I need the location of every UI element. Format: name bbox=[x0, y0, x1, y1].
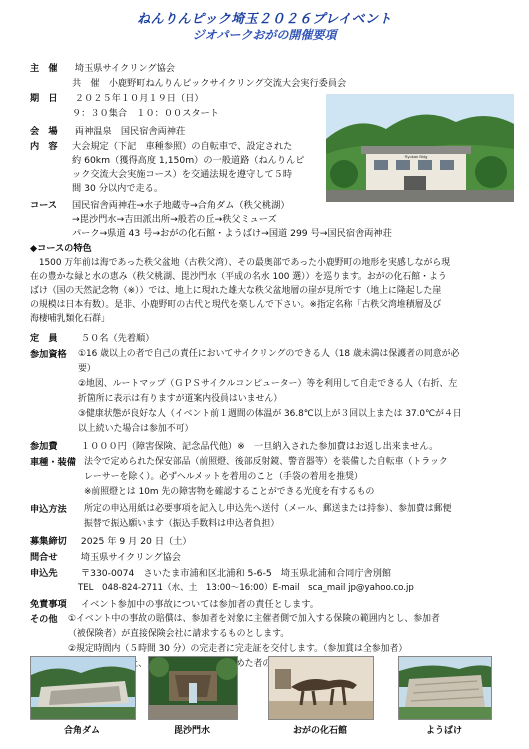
content-text: 大会規定（下記 車種参照）の自転車で、設定された 約 60km（獲得高度 1,150m）の一般道路（ねんりんピ ック交流大会実施コース）を交通法規を遵守して５時 間 30 分以内で走る。 bbox=[72, 141, 305, 194]
application-text: 所定の申込用紙は必要事項を記入し申込先へ送付（メール、郵送または持参）、参加費は郵便 振替で振込願います（振込手数料は申込者負担） bbox=[84, 504, 452, 529]
other-text: ①イベント中の事故の賠償は、参加者を対象に主催者側で加入する保険の範囲内とし、参加者 （被保険者）が直接保険会社に請求するものとします。 ②規定時間内（５時間 30 分）の完走者に完走証を交付します。（参加賞は全参加者） bbox=[68, 614, 440, 654]
apply-to-row: 申込先 〒330-0074 さいたま市浦和区北浦和 5-6-5 埼玉県北浦和合同庁舎別館 bbox=[30, 568, 392, 579]
dam-caption: 合角ダム bbox=[63, 726, 100, 736]
venue-photo bbox=[326, 94, 514, 202]
date-row bbox=[30, 91, 204, 106]
course-text: 国民宿舎両神荘→水子地蔵寺→合角ダム（秩父桃湖） →毘沙門水→吉田派出所→般若の丘→秩父ミューズ パーク→県道 43 号→おがの化石館・ようばけ→国道 299 号→国民宿舎両神荘 bbox=[72, 200, 392, 239]
water-caption: 毘沙門水 bbox=[173, 726, 210, 736]
yobake-caption: ようばけ bbox=[425, 726, 462, 736]
other-label-row: その他 bbox=[30, 614, 58, 625]
date-label: 期 日 bbox=[30, 93, 58, 104]
equipment-text: 法令で定められた保安部品（前照燈、後部反射鏡、警音器等）を装備した自転車（トラック レーサーを除く）。必ずヘルメットを着用のこと（手袋の着用を推奨） ※前照燈とは 10m 先の障害物を確認することができる光度を有するもの bbox=[84, 457, 448, 497]
page-subtitle: ジオパークおがの開催要項 bbox=[192, 28, 337, 42]
date-value: ２０２５年１０月１９日（日） bbox=[74, 93, 204, 104]
disclaimer-row: 免責事項 イベント参加中の事故については参加者の責任とします。 bbox=[30, 599, 319, 610]
fossil-caption: おがの化石館 bbox=[292, 726, 347, 736]
host-value: 埼玉県サイクリング協会 bbox=[74, 63, 175, 74]
venue-row bbox=[30, 124, 185, 139]
yobake-photo bbox=[398, 656, 492, 720]
host-label: 主 催 bbox=[30, 63, 58, 74]
equipment-label-row: 車種・装備 bbox=[30, 457, 76, 468]
venue-value: 両神温泉 国民宿舎両神荘 bbox=[74, 126, 186, 137]
content-label-row bbox=[30, 139, 58, 154]
water-photo bbox=[148, 656, 238, 720]
venue-label: 会 場 bbox=[30, 126, 58, 137]
feature-text: 1500 万年前は海であった秩父盆地（古秩父湾）、その最奥部であった小鹿野町の地形を実感しながら現 在の豊かな緑と水の恵み（秩父桃湖、毘沙門水（平成の名水 100 選））を巡ります。おがの化石館・よう ばけ（国の天然記念物（※））では、地上に現れた雄大な秩父盆地層の崖が見所です（地上に隆起した崖 の規模は日本有数）。是非、小鹿野町の古代と現代を楽しんで下さい。※指定名称「古秩父湾堆積層及び 海棲哺乳類化石群」 bbox=[30, 258, 451, 324]
dam-photo bbox=[30, 656, 136, 720]
eligibility-label-row: 参加資格 bbox=[30, 349, 67, 360]
capacity-row: 定 員 ５０名（先着順） bbox=[30, 333, 155, 344]
fee-row: 参加費 １０００円（障害保険、記念品代他）※ 一旦納入された参加費はお返し出来ません。 bbox=[30, 441, 439, 452]
cohost-row: 共 催 小鹿野町ねんりんピックサイクリング交流大会実行委員会 bbox=[72, 78, 347, 89]
page-title: ねんりんピック埼玉２０２６プレイベント bbox=[137, 12, 392, 27]
fossil-photo bbox=[268, 656, 374, 720]
application-label-row: 申込方法 bbox=[30, 504, 67, 515]
building-sign: Ryokan Bldg bbox=[404, 154, 428, 159]
content-label: 内 容 bbox=[30, 141, 58, 152]
deadline-row: 募集締切 2025 年 9 月 20 日（土） bbox=[30, 536, 192, 547]
contact-row: 問合せ 埼玉県サイクリング協会 bbox=[30, 552, 181, 563]
host-row bbox=[30, 61, 175, 76]
course-label-row bbox=[30, 198, 57, 213]
course-label: コース bbox=[30, 200, 58, 211]
eligibility-text: ①16 歳以上の者で自己の責任においてサイクリングのできる人（18 歳未満は保護者の同意が必 要） ②地図、ルートマップ（ＧＰＳサイクルコンピューター）等を利用して自走できる人（右折、左 折箇所に表示は有りますが道案内役員はいません） ③健康状態が良好な人（イベント前１週間の体温が 36.8℃以上が３回以上または 37.0℃が４日 以上続いた場合は参加不可） bbox=[78, 349, 462, 434]
phone-row: TEL 048-824-2711（水、土 13:00～16:00）E-mail sca_mail jp@yahoo.co.jp bbox=[78, 583, 414, 593]
time-row: ９：３０集合 １０：００スタート bbox=[72, 108, 219, 119]
feature-heading: ◆コースの特色 bbox=[30, 243, 92, 254]
